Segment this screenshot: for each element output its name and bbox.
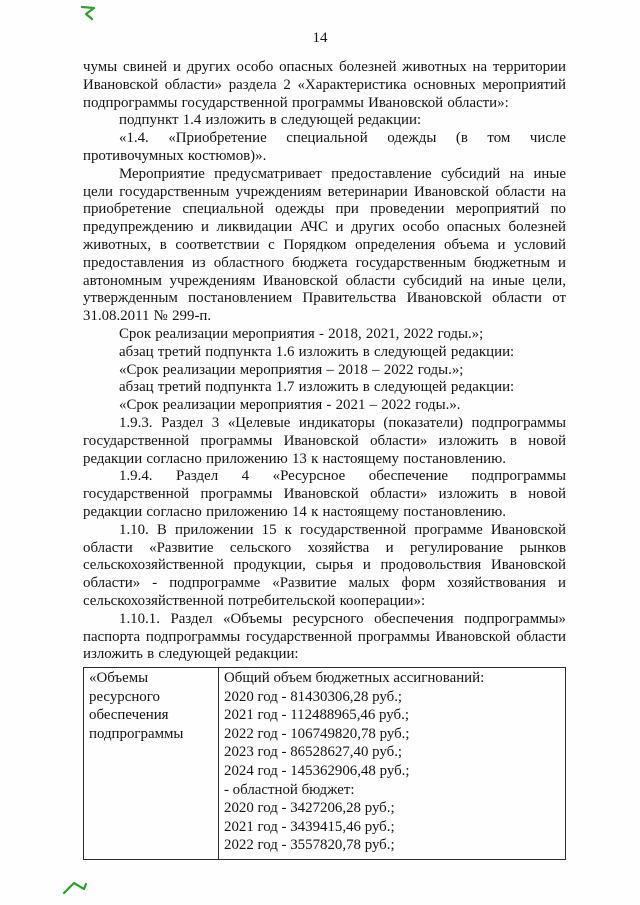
budget-line: Общий объем бюджетных ассигнований: <box>224 670 485 687</box>
paragraph: «1.4. «Приобретение специальной одежды (в том числе противочумных костюмов)». <box>83 130 566 164</box>
paragraph: «Срок реализации мероприятия - 2021 – 2022 годы.». <box>119 397 461 414</box>
table-row <box>84 668 566 860</box>
paragraph: абзац третий подпункта 1.7 изложить в следующей редакции: <box>119 379 515 396</box>
paragraph: «Срок реализации мероприятия – 2018 – 2022 годы.»; <box>119 361 464 378</box>
scan-artifact-bottom-left <box>62 880 88 896</box>
paragraph: 1.9.3. Раздел 3 «Целевые индикаторы (показатели) подпрограммы государственной программы Ивановской области» изложить в новой редакции согласно приложению 13 к настоящему постановлению. <box>83 414 566 467</box>
paragraph: подпункт 1.4 изложить в следующей редакции: <box>119 112 422 129</box>
paragraph: 1.9.4. Раздел 4 «Ресурсное обеспечение подпрограммы государственной программы Ивановской области» изложить в новой редакции согласно приложению 14 к настоящему постановлению. <box>83 468 566 520</box>
budget-line: 2020 год - 81430306,28 руб.; <box>224 688 403 705</box>
paragraph: абзац третий подпункта 1.6 изложить в следующей редакции: <box>119 343 515 360</box>
table-cell-budget-values <box>219 668 566 860</box>
budget-line: 2024 год - 145362906,48 руб.; <box>224 763 410 780</box>
budget-line: 2020 год - 3427206,28 руб.; <box>224 800 395 817</box>
budget-line: 2021 год - 3439415,46 руб.; <box>224 818 395 835</box>
budget-line: 2023 год - 86528627,40 руб.; <box>224 744 403 761</box>
budget-line: - областной бюджет: <box>224 781 355 798</box>
document-body <box>83 59 566 860</box>
paragraph: 1.10. В приложении 15 к государственной программе Ивановской области «Развитие сельского хозяйства и регулирование рынков сельскохозяйственной продукции, сырья и продовольствия Ивановской области» - подпрограмме «Развитие малых форм хозяйствования и сельскохозяйственной потребительской кооперации»: <box>83 521 566 609</box>
paragraph: Мероприятие предусматривает предоставление субсидий на иные цели государственным учреждениям ветеринарии Ивановской области на приобретение специальной одежды при проведении мероприятий по предупреждению и ликвидации АЧС и других особо опасных болезней животных, в соответствии с Порядком определения объема и условий предоставления из областного бюджета государственным бюджетным и автономным учреждениям Ивановской области субсидий на иные цели, утвержденным постановлением Правительства Ивановской области от 31.08.2011 № 299-п. <box>83 165 566 325</box>
paragraph: 1.10.1. Раздел «Объемы ресурсного обеспечения подпрограммы» паспорта подпрограммы государственной программы Ивановской области изложить в следующей редакции: <box>83 610 566 663</box>
budget-line: 2021 год - 112488965,46 руб.; <box>224 707 409 724</box>
paragraph: чумы свиней и других особо опасных болезней животных на территории Ивановской области» раздела 2 «Характеристика основных мероприятий подпрограммы государственной программы Ивановской области»: <box>83 59 566 111</box>
scan-artifact-top-left <box>80 5 98 21</box>
budget-line: 2022 год - 106749820,78 руб.; <box>224 725 410 742</box>
page-number: 14 <box>312 30 328 46</box>
resource-table <box>83 667 566 860</box>
budget-line: 2022 год - 3557820,78 руб.; <box>224 837 395 854</box>
paragraph: Срок реализации мероприятия - 2018, 2021, 2022 годы.»; <box>119 325 484 342</box>
table-cell-passport-section-title: «Объемы ресурсного обеспечения подпрограммы <box>84 668 219 860</box>
paragraph-list <box>83 59 566 664</box>
